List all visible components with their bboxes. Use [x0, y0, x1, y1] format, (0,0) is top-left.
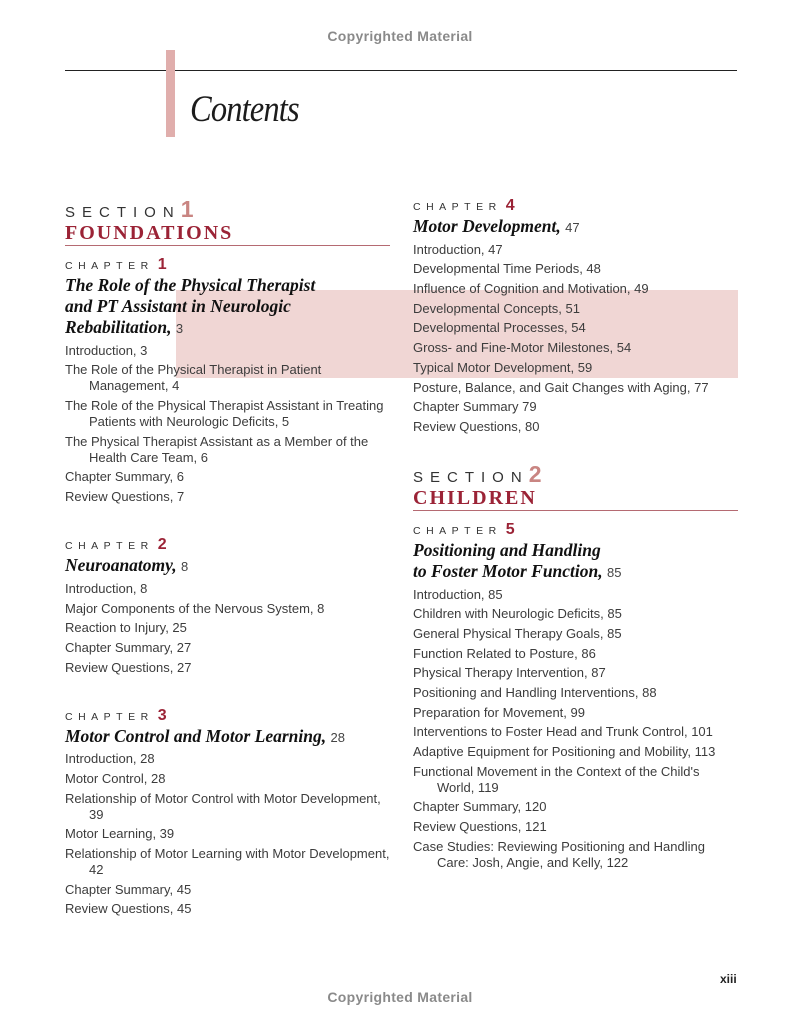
- chapter-number: 4: [505, 197, 515, 214]
- toc-entry[interactable]: [65, 362, 390, 394]
- chapter-title-line: The Role of the Physical Therapist: [65, 275, 316, 295]
- toc-entry[interactable]: Case Studies: Reviewing Positioning and Handling Care: Josh, Angie, and Kelly, 122: [413, 838, 705, 870]
- chapter-title[interactable]: [65, 275, 390, 339]
- chapter-word: CHAPTER: [413, 524, 502, 537]
- toc-entry[interactable]: Introduction, 8: [65, 580, 148, 596]
- chapter-label: [65, 255, 390, 275]
- chapter-title-line: Rebabilitation,: [65, 317, 172, 337]
- chapter-number: 2: [157, 536, 167, 554]
- section-label: [413, 461, 738, 487]
- toc-entry[interactable]: Chapter Summary, 45: [65, 881, 192, 897]
- toc-entry[interactable]: Motor Learning, 39: [65, 826, 175, 842]
- chapter-title[interactable]: [65, 555, 390, 577]
- chapter-word: CHAPTER: [65, 260, 154, 272]
- left-column: [65, 196, 390, 947]
- toc-entry[interactable]: Relationship of Motor Learning with Motor Development, 42: [65, 846, 390, 877]
- toc-entry-text: The Role of the Physical Therapist in Patient Management, 4: [65, 362, 322, 394]
- copyright-watermark-top: Copyrighted Material: [327, 28, 473, 44]
- chapter-page: 3: [175, 321, 184, 336]
- chapter-title[interactable]: [413, 540, 738, 583]
- toc-entry[interactable]: Developmental Time Periods, 48: [413, 261, 601, 277]
- chapter-page: 28: [330, 729, 345, 745]
- toc-entry[interactable]: Introduction, 3: [65, 342, 148, 358]
- toc-entry[interactable]: Introduction, 28: [65, 751, 155, 767]
- toc-entry[interactable]: Reaction to Injury, 25: [65, 620, 187, 636]
- section-word: SECTION: [413, 468, 529, 486]
- chapter-title-line: Motor Control and Motor Learning,: [65, 725, 327, 746]
- chapter-word: CHAPTER: [65, 710, 154, 723]
- title-accent-bar: [166, 50, 175, 137]
- chapter-title-line: Motor Development,: [413, 216, 561, 236]
- section-number: 2: [528, 460, 542, 487]
- chapter-number: 1: [157, 256, 167, 273]
- toc-entry[interactable]: Preparation for Movement, 99: [413, 704, 585, 720]
- section-number: 1: [180, 196, 194, 222]
- toc-entry[interactable]: Review Questions, 27: [65, 659, 192, 675]
- chapter-label: [65, 535, 390, 555]
- toc-entry[interactable]: Chapter Summary 79: [413, 399, 537, 415]
- toc-entry[interactable]: General Physical Therapy Goals, 85: [413, 625, 622, 641]
- section-1-header: [65, 196, 390, 246]
- chapter-number: 3: [157, 706, 167, 724]
- toc-entry[interactable]: The Physical Therapist Assistant as a Member of the Health Care Team, 6: [65, 433, 369, 465]
- section-label: [65, 196, 390, 222]
- chapter-title-line: Neuroanatomy,: [65, 555, 177, 576]
- toc-entry[interactable]: Review Questions, 7: [65, 489, 185, 505]
- toc-entry[interactable]: Introduction, 85: [413, 586, 503, 602]
- section-2-header: [413, 461, 738, 511]
- toc-entry[interactable]: Interventions to Foster Head and Trunk Control, 101: [413, 724, 713, 740]
- toc-entry[interactable]: Chapter Summary, 27: [65, 639, 192, 655]
- chapter-title-line: Positioning and Handling: [413, 539, 601, 560]
- chapter-title-line: and PT Assistant in Neurologic: [65, 296, 291, 316]
- chapter-5: [413, 520, 738, 871]
- chapter-2: [65, 535, 390, 675]
- toc-entry[interactable]: Posture, Balance, and Gait Changes with Aging, 77: [413, 379, 709, 395]
- chapter-word: CHAPTER: [413, 201, 502, 213]
- toc-entry[interactable]: Function Related to Posture, 86: [413, 645, 596, 661]
- toc-entry[interactable]: Children with Neurologic Deficits, 85: [413, 606, 622, 622]
- section-title: FOUNDATIONS: [65, 222, 390, 246]
- toc-entry[interactable]: Adaptive Equipment for Positioning and Mobility, 113: [413, 744, 716, 760]
- section-word: SECTION: [65, 204, 181, 221]
- chapter-title[interactable]: [65, 726, 390, 748]
- right-column: [413, 196, 738, 901]
- toc-entry[interactable]: Physical Therapy Intervention, 87: [413, 665, 606, 681]
- page-number: xiii: [720, 972, 737, 986]
- toc-entry[interactable]: Review Questions, 45: [65, 901, 192, 917]
- chapter-label: [413, 196, 738, 216]
- toc-entry[interactable]: Developmental Concepts, 51: [413, 300, 580, 316]
- toc-entry[interactable]: Introduction, 47: [413, 241, 503, 257]
- toc-entry[interactable]: Influence of Cognition and Motivation, 49: [413, 281, 649, 297]
- toc-entry[interactable]: Relationship of Motor Control with Motor Development, 39: [65, 790, 381, 822]
- chapter-4: [413, 196, 738, 435]
- chapter-1: [65, 255, 390, 505]
- chapter-word: CHAPTER: [65, 540, 154, 553]
- chapter-page: 8: [181, 559, 189, 575]
- chapter-3: [65, 706, 390, 918]
- section-title: CHILDREN: [413, 487, 738, 511]
- toc-entry[interactable]: Functional Movement in the Context of the Child's World, 119: [413, 763, 700, 795]
- toc-entry[interactable]: Developmental Processes, 54: [413, 320, 586, 336]
- toc-entry[interactable]: Chapter Summary, 120: [413, 799, 547, 815]
- chapter-page: 85: [607, 564, 622, 580]
- toc-entry[interactable]: Review Questions, 80: [413, 418, 540, 434]
- toc-entry[interactable]: Chapter Summary, 6: [65, 469, 184, 485]
- toc-entry[interactable]: Review Questions, 121: [413, 819, 547, 835]
- chapter-label: [65, 706, 390, 726]
- chapter-page: 47: [565, 220, 580, 235]
- copyright-watermark-bottom: Copyrighted Material: [327, 989, 473, 1005]
- toc-entry[interactable]: Positioning and Handling Interventions, 88: [413, 685, 657, 700]
- chapter-number: 5: [505, 520, 515, 538]
- toc-entry[interactable]: Major Components of the Nervous System, 8: [65, 600, 325, 616]
- page-title: Contents: [190, 89, 299, 130]
- toc-entry[interactable]: Typical Motor Development, 59: [413, 359, 593, 375]
- toc-entry[interactable]: The Role of the Physical Therapist Assistant in Treating Patients with Neurologic Deficits, 5: [65, 398, 384, 430]
- chapter-title[interactable]: [413, 216, 738, 238]
- toc-entry[interactable]: Motor Control, 28: [65, 770, 166, 786]
- chapter-title-line: to Foster Motor Function,: [413, 560, 603, 581]
- toc-entry[interactable]: Gross- and Fine-Motor Milestones, 54: [413, 340, 632, 356]
- chapter-label: [413, 520, 738, 540]
